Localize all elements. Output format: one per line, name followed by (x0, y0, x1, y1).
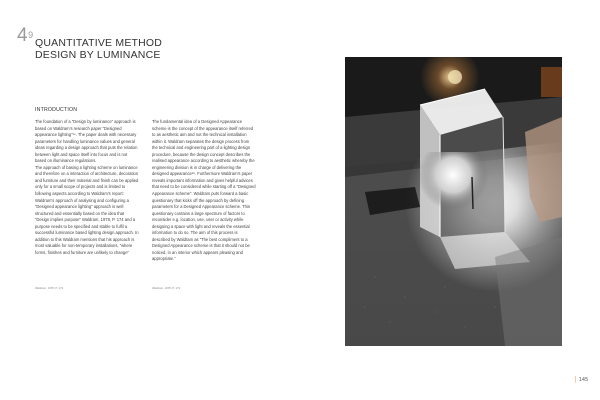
chapter-subnumber: 9 (28, 30, 33, 40)
chapter-number: $4^9$ (17, 25, 33, 46)
paragraph: Waldram’s approach of analysing and configuring a “Designed appearance lighting” approach is well structured and essentially based on the idea that “Design implies purpose” Waldram, 1978, P. 174 and a purpose needs to be specified and stable to fulfil a successful luminance based lighting design approach. In addition to this Waldram mentions that his approach is most valuable for non-temporary installations, “where forms, finishes and furniture are unlikely to change” (35, 197, 139, 255)
section-heading: INTRODUCTION (35, 107, 78, 113)
photo-illustration (345, 57, 562, 346)
text-column-2 (152, 119, 256, 263)
page-marker-icon: │ (574, 377, 578, 383)
paragraph: The fundamental idea of a Designed Appearance scheme is the concept of the appearance itself referred to as aesthetic aim and not the technical installation within it. Waldram separates the design process from the technical and engineering part of a lighting design procedure, because the design concept describes the realised appearance according to aesthetic whereby the engineering division is in charge of delivering the designed appearance¹⁵. Furthermore Waldram’s paper reveals important information and gives helpful advices that need to be considered while starting off a “Designed Appearance scheme”. Waldram puts forward a basic questionary that kicks off the approach by defining parameters for a Designed Appearance scheme. This questionary contains a large spectrum of factors to reconsider e.g. location, use, user or activity while designing a space with light and reveals the essential information to do so. The aim of this process is described by Waldram as “The best compliment to a Designed Appearance scheme is that it should not be noticed, in an interior which appears pleasing and appropriate.” (152, 119, 256, 262)
footnote-column-2: Waldram, 1978, P. 174 (152, 286, 181, 290)
footnote-column-1: Waldram, 1978, P. 174 (35, 286, 64, 290)
page-title (35, 37, 162, 61)
page-number-value: 145 (578, 377, 589, 383)
title-line-1: QUANTITATIVE METHOD (35, 37, 163, 49)
paragraph: The foundation of a “Design by luminance” approach is based on Waldram’s research paper “Designed appearance lighting”¹⁴. The paper deals with necessary parameters for handling luminance values and general ideas regarding a design approach that puts the relation between light and space itself into focus and is not based on illuminance regulations. (35, 119, 138, 164)
luminance-model-photo (345, 57, 562, 346)
title-line-2: DESIGN BY LUMINANCE (35, 49, 161, 61)
paragraph: The approach of basing a lighting scheme on luminance and therefore on a interaction of architecture, decoration and furniture and their material and finish can be applied only for a small scope of projects and is limited to following aspects according to Waldram’s report: (35, 164, 139, 197)
text-column-1 (35, 119, 139, 256)
page-number (574, 377, 588, 383)
